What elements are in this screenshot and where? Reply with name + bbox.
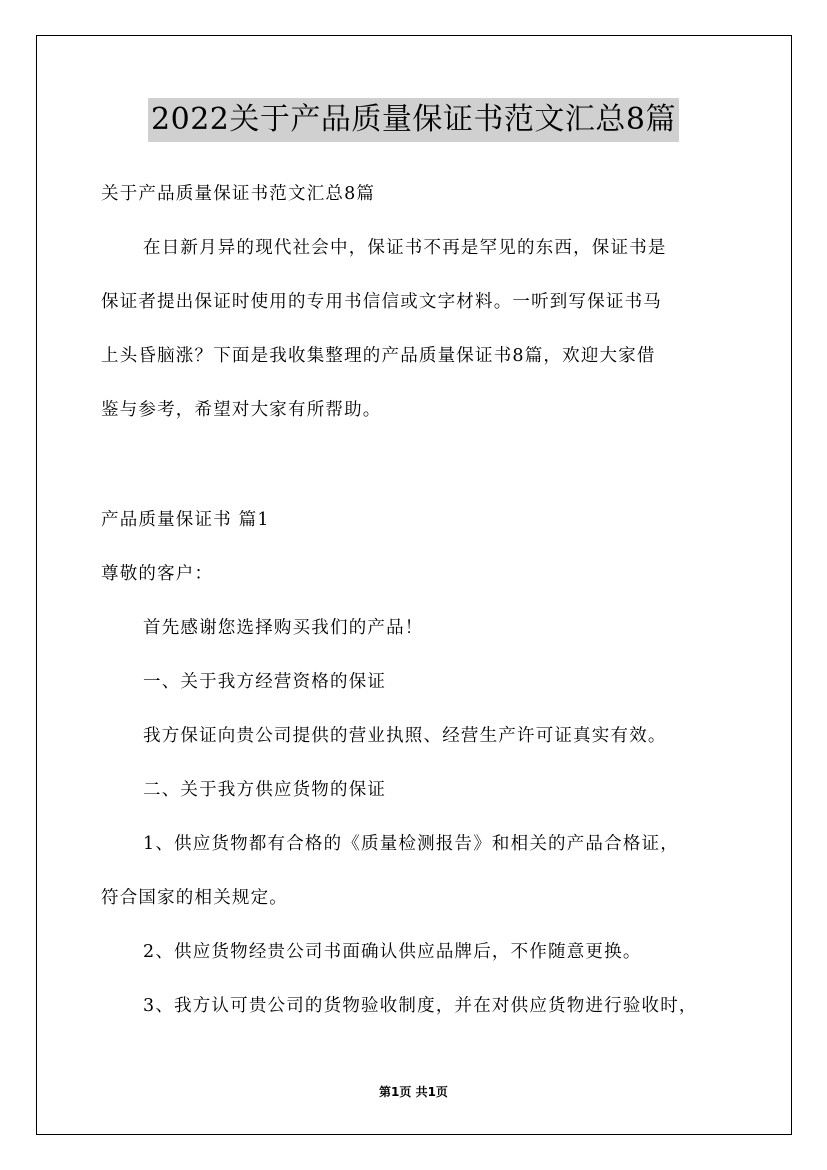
paragraph-line: 上头昏脑涨？下面是我收集整理的产品质量保证书8篇，欢迎大家借 bbox=[101, 346, 656, 366]
paragraph-line: 在日新月异的现代社会中，保证书不再是罕见的东西，保证书是 bbox=[143, 238, 667, 258]
paragraph-line: 二、关于我方供应货物的保证 bbox=[143, 780, 387, 800]
paragraph-line: 3、我方认可贵公司的货物验收制度，并在对供应货物进行验收时， bbox=[143, 996, 698, 1016]
page-footer: 第1页 共1页 bbox=[379, 1085, 448, 1099]
paragraph-line: 1、供应货物都有合格的《质量检测报告》和相关的产品合格证， bbox=[143, 834, 679, 854]
paragraph-line: 2、供应货物经贵公司书面确认供应品牌后，不作随意更换。 bbox=[143, 942, 642, 962]
paragraph-line: 我方保证向贵公司提供的营业执照、经营生产许可证真实有效。 bbox=[143, 726, 667, 746]
paragraph-line: 首先感谢您选择购买我们的产品！ bbox=[143, 618, 424, 638]
paragraph-line: 一、关于我方经营资格的保证 bbox=[143, 672, 387, 692]
intro-heading: 关于产品质量保证书范文汇总8篇 bbox=[101, 184, 376, 204]
document-title: 2022关于产品质量保证书范文汇总8篇 bbox=[0, 98, 827, 142]
salutation: 尊敬的客户： bbox=[101, 564, 214, 584]
paragraph-line: 符合国家的相关规定。 bbox=[101, 888, 288, 908]
paragraph-line: 保证者提出保证时使用的专用书信信或文字材料。一听到写保证书马 bbox=[101, 292, 662, 312]
section-heading: 产品质量保证书 篇1 bbox=[101, 510, 270, 530]
paragraph-line: 鉴与参考，希望对大家有所帮助。 bbox=[101, 400, 382, 420]
